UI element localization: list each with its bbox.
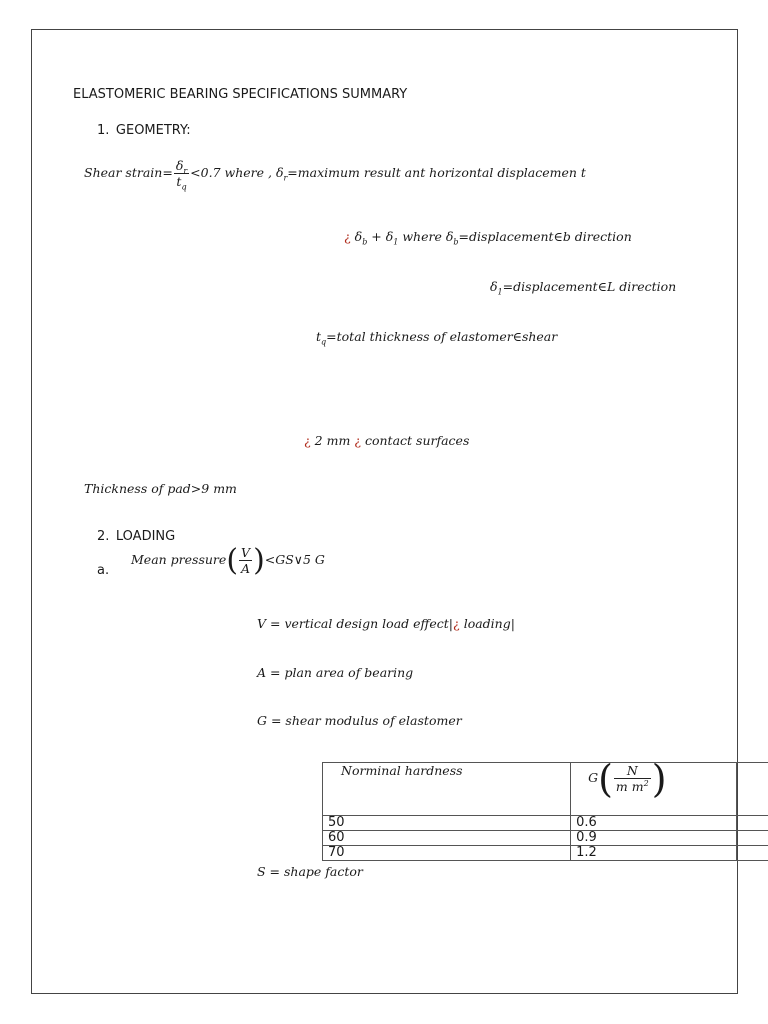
header-extra-column	[737, 763, 768, 816]
shear-strain-formula: Shear strain= $\frac{\delta_r}{t_q}$ <0.7 where , $\delta_r=maximum$ result ant horizontal displacemen t	[84, 158, 586, 192]
table-row	[323, 846, 768, 861]
g-definition: G = shear modulus of elastomer	[257, 713, 462, 728]
shear-modulus-cell: 0.6	[571, 816, 737, 831]
shear-strain-label: Shear strain=	[84, 165, 173, 180]
mean-pressure-formula: Mean pressure( $\frac{V}{A}$ )<GS∨5 G	[131, 542, 325, 578]
hardness-cell: 50	[323, 816, 571, 831]
hardness-table-container	[322, 762, 768, 864]
extra-cell	[737, 831, 768, 846]
a-definition: A = plan area of bearing	[257, 665, 414, 680]
shear-strain-fraction: $\frac{\delta_r}{t_q}$	[175, 158, 188, 192]
extra-cell	[737, 846, 768, 861]
header-shear-modulus: G( $\frac{N}{m m^2}$ )	[571, 763, 737, 816]
document-title: ELASTOMERIC BEARING SPECIFICATIONS SUMMARY	[73, 87, 408, 102]
hardness-cell: 70	[323, 846, 571, 861]
shear-modulus-cell: 0.9	[571, 831, 737, 846]
loading-heading: 2. LOADING	[97, 529, 176, 544]
table-header-row	[323, 763, 768, 816]
v-definition: V = vertical design load effect|¿ loading|	[257, 616, 515, 631]
contact-surfaces-note: ¿ 2 mm ¿ contact surfaces	[304, 433, 470, 448]
hardness-cell: 60	[323, 831, 571, 846]
shear-modulus-cell: 1.2	[571, 846, 737, 861]
tq-definition: $t_q=total$ thickness of elastomer∈shear	[316, 329, 558, 347]
hardness-table	[322, 762, 768, 861]
geometry-heading: 1. GEOMETRY:	[97, 123, 191, 138]
pad-thickness: Thickness of pad>9 mm	[84, 481, 237, 496]
header-nominal-hardness: Norminal hardness	[323, 763, 571, 816]
delta-1-definition: $\delta_1=displacement\in L$ direction	[490, 279, 677, 297]
loading-item-a-marker: a.	[97, 563, 110, 578]
s-definition: S = shape factor	[257, 864, 363, 879]
table-row	[323, 816, 768, 831]
extra-cell	[737, 816, 768, 831]
table-row	[323, 831, 768, 846]
delta-r-definition: ¿ $\delta_b + \delta_1$ where $\delta_b=displacement\in b$ direction	[344, 229, 632, 247]
